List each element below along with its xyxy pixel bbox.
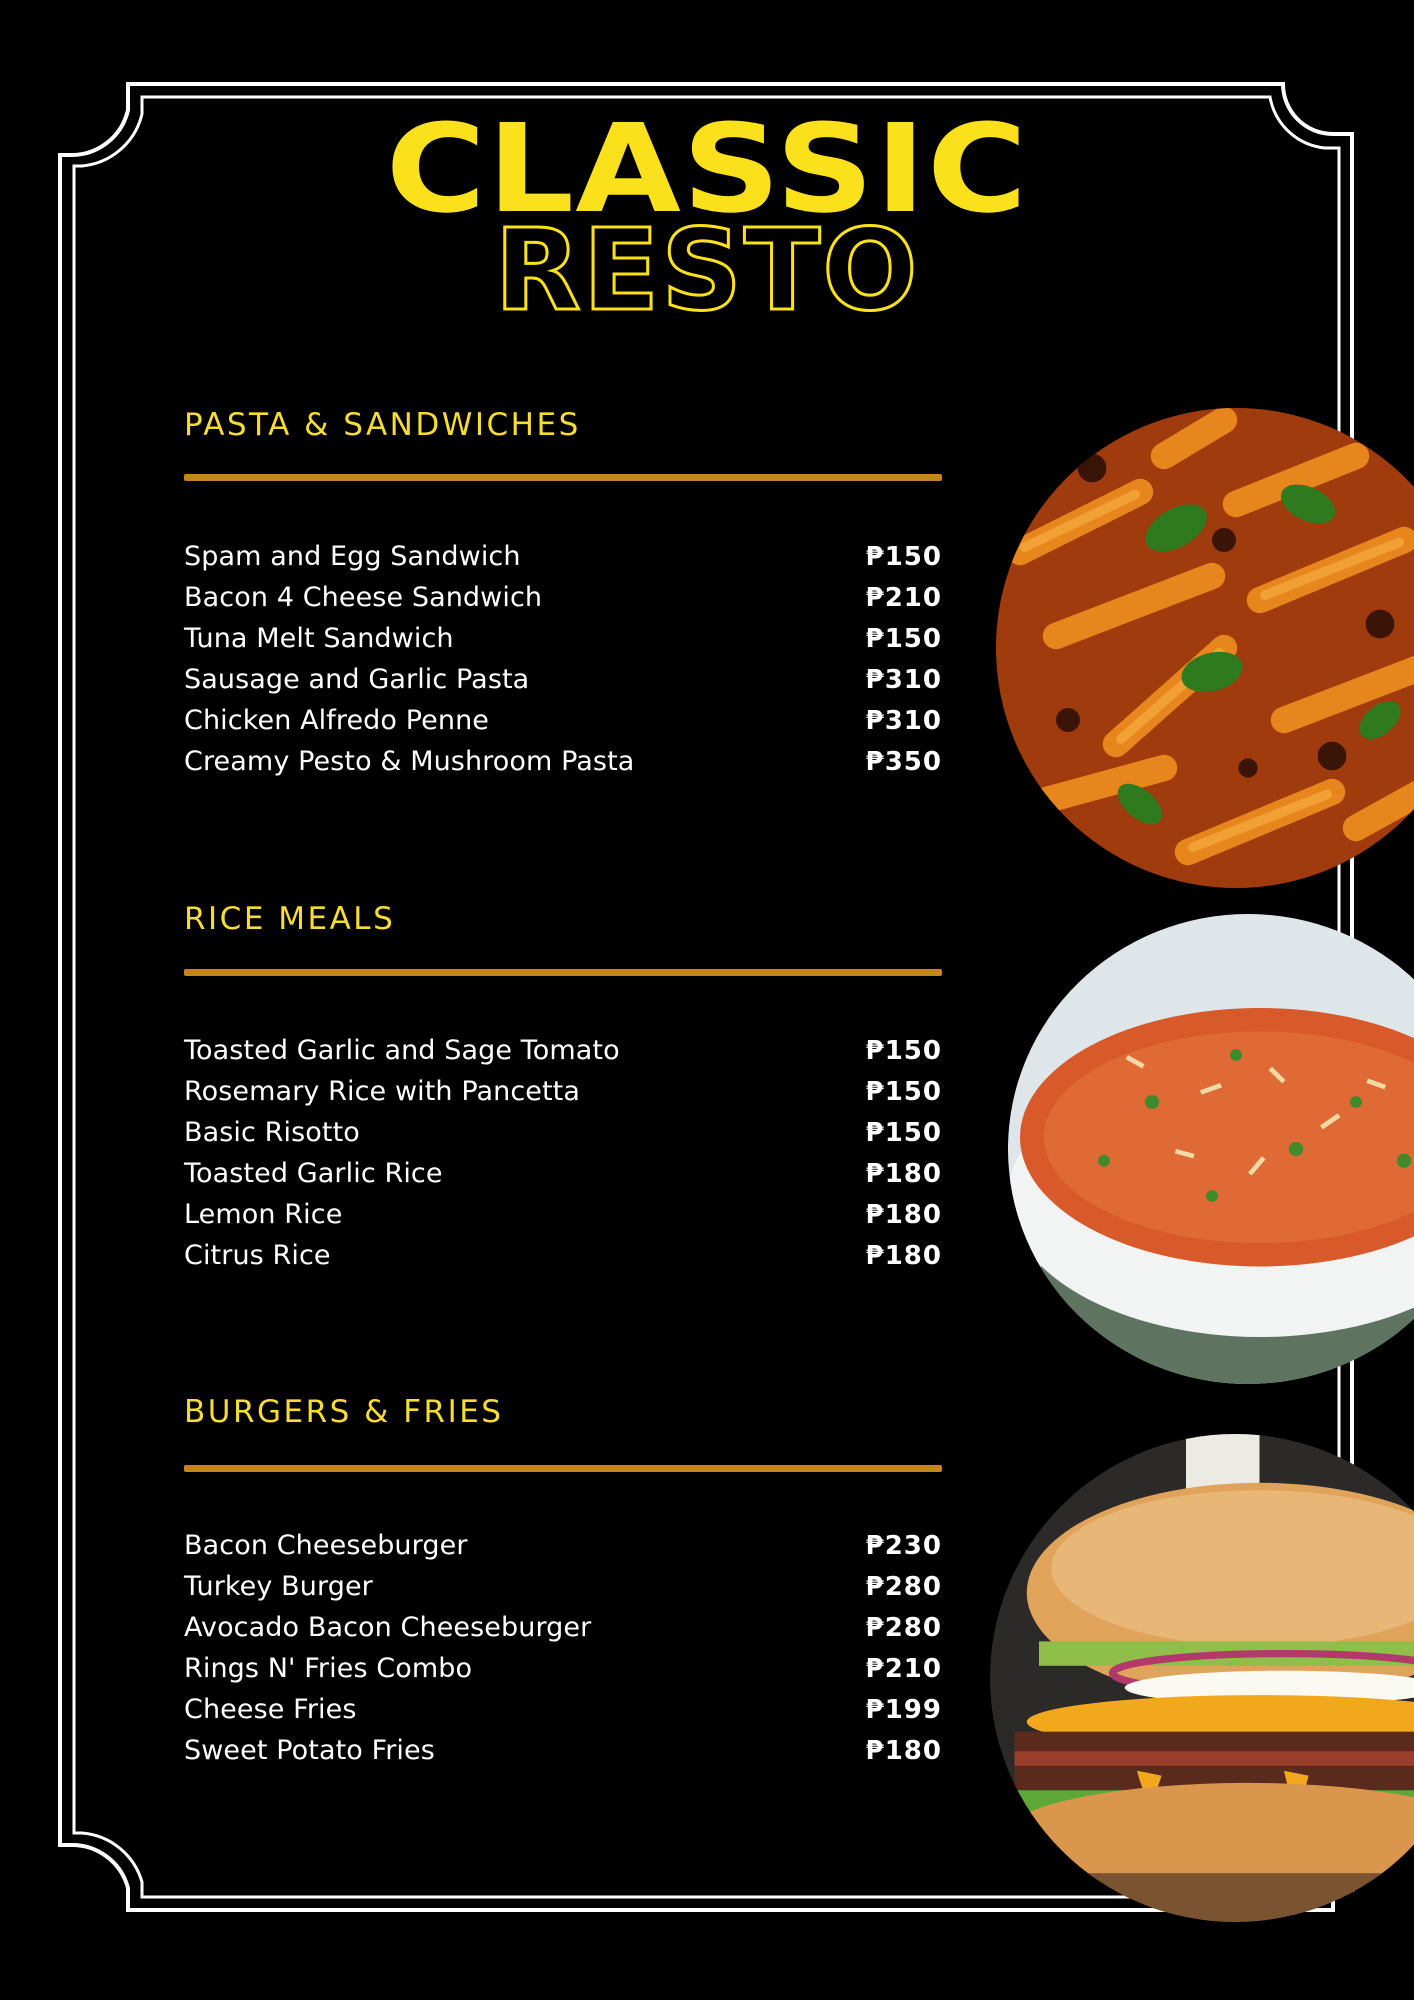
menu-item [184, 618, 942, 659]
menu-item-price: ₱350 [865, 747, 942, 777]
menu-item [184, 1730, 942, 1771]
section-burgers-fries [184, 1394, 942, 1771]
section-divider [184, 969, 942, 976]
menu-item-name: Citrus Rice [184, 1240, 331, 1271]
menu-item-price: ₱310 [865, 706, 942, 736]
section-title: PASTA & SANDWICHES [184, 407, 581, 443]
menu-item-price: ₱210 [865, 1654, 942, 1684]
menu-item [184, 536, 942, 577]
menu-item-name: Toasted Garlic and Sage Tomato [184, 1035, 620, 1066]
menu-item-name: Sausage and Garlic Pasta [184, 664, 530, 695]
title-classic: CLASSIC [385, 98, 1029, 240]
menu-item-name: Tuna Melt Sandwich [184, 623, 454, 654]
menu-item-name: Chicken Alfredo Penne [184, 705, 489, 736]
menu-item-name: Rings N' Fries Combo [184, 1653, 473, 1684]
menu-item [184, 1648, 942, 1689]
menu-item-price: ₱199 [865, 1695, 942, 1725]
menu-item-price: ₱150 [865, 542, 942, 572]
menu-item-price: ₱230 [865, 1531, 942, 1561]
menu-item [184, 659, 942, 700]
menu-item [184, 700, 942, 741]
menu-item [184, 1112, 942, 1153]
menu-item-price: ₱180 [865, 1200, 942, 1230]
menu-item-name: Bacon 4 Cheese Sandwich [184, 582, 543, 613]
menu-item-price: ₱310 [865, 665, 942, 695]
menu-item-name: Creamy Pesto & Mushroom Pasta [184, 746, 635, 777]
menu-item [184, 1235, 942, 1276]
menu-item-price: ₱150 [865, 1118, 942, 1148]
menu-item [184, 1689, 942, 1730]
menu-item [184, 1525, 942, 1566]
menu-item-name: Spam and Egg Sandwich [184, 541, 521, 572]
menu-item-price: ₱180 [865, 1736, 942, 1766]
section-rice-meals [184, 901, 942, 1276]
menu-item-price: ₱280 [865, 1572, 942, 1602]
menu-item [184, 1153, 942, 1194]
menu-item-price: ₱150 [865, 624, 942, 654]
menu-item-name: Basic Risotto [184, 1117, 360, 1148]
menu-item [184, 1194, 942, 1235]
section-divider [184, 1465, 942, 1472]
menu-item-list [184, 536, 942, 782]
section-title: RICE MEALS [184, 901, 396, 937]
menu-item-name: Cheese Fries [184, 1694, 357, 1725]
menu-item-price: ₱280 [865, 1613, 942, 1643]
menu-item-name: Rosemary Rice with Pancetta [184, 1076, 581, 1107]
menu-item-price: ₱180 [865, 1159, 942, 1189]
menu-item [184, 1030, 942, 1071]
section-divider [184, 474, 942, 481]
menu-item [184, 577, 942, 618]
menu-item-price: ₱150 [865, 1077, 942, 1107]
title-resto: RESTO [494, 206, 920, 336]
menu-item-price: ₱150 [865, 1036, 942, 1066]
menu-item [184, 741, 942, 782]
section-pasta-sandwiches [184, 407, 942, 782]
menu-item-list [184, 1030, 942, 1276]
menu-item-name: Sweet Potato Fries [184, 1735, 435, 1766]
menu-item [184, 1607, 942, 1648]
menu-item-name: Turkey Burger [184, 1571, 373, 1602]
menu-item-name: Toasted Garlic Rice [184, 1158, 443, 1189]
menu-item-list [184, 1525, 942, 1771]
menu-item-price: ₱180 [865, 1241, 942, 1271]
menu-item [184, 1071, 942, 1112]
section-title: BURGERS & FRIES [184, 1394, 504, 1430]
menu-item-name: Avocado Bacon Cheeseburger [184, 1612, 592, 1643]
menu-item-name: Bacon Cheeseburger [184, 1530, 468, 1561]
menu-item [184, 1566, 942, 1607]
menu-item-name: Lemon Rice [184, 1199, 343, 1230]
menu-item-price: ₱210 [865, 583, 942, 613]
